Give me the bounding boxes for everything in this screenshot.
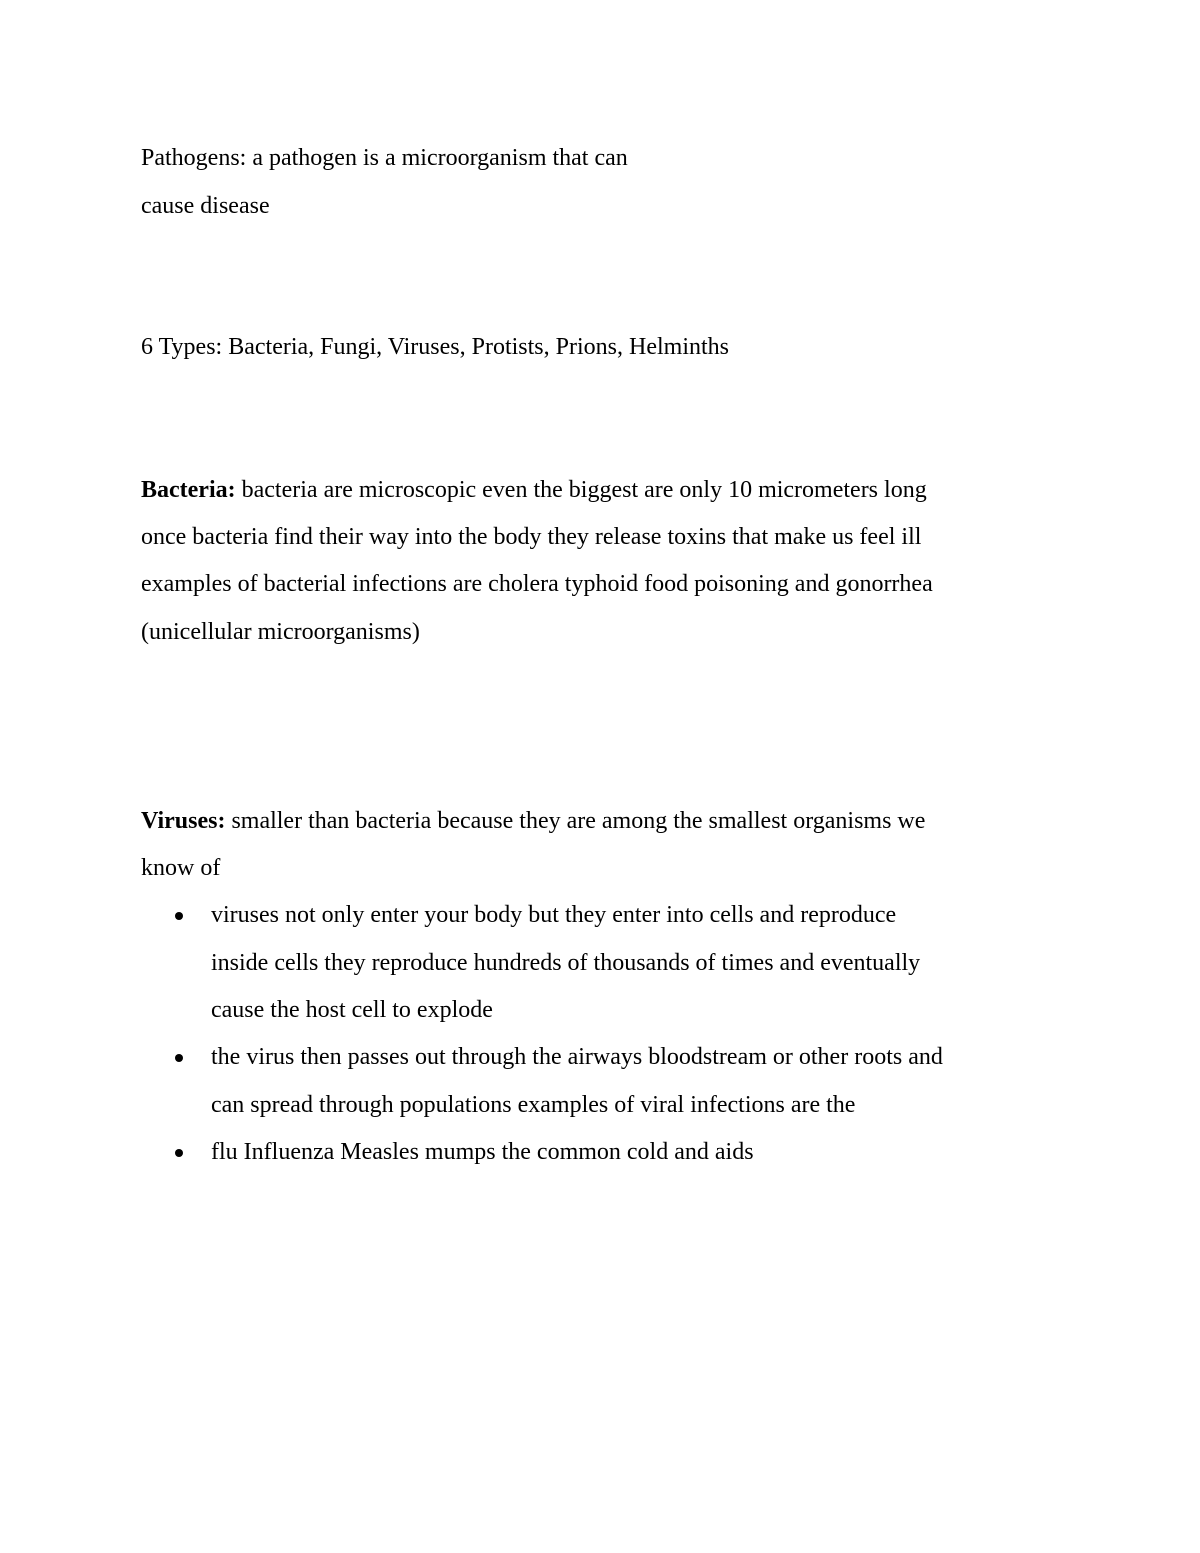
bullet-icon [175, 1054, 183, 1062]
bacteria-text-1: bacteria are microscopic even the biggest are only 10 micrometers long [235, 477, 927, 503]
bullet-1-line-1: viruses not only enter your body but they enter into cells and reproduce [211, 902, 897, 928]
bullet-1-line-3: cause the host cell to explode [211, 997, 493, 1023]
bullet-1-line-2: inside cells they reproduce hundreds of thousands of times and eventually [211, 950, 921, 976]
types-line: 6 Types: Bacteria, Fungi, Viruses, Protists, Prions, Helminths [141, 334, 729, 360]
bacteria-line-3: examples of bacterial infections are cholera typhoid food poisoning and gonorrhea [141, 571, 933, 597]
bullet-2-line-2: can spread through populations examples of viral infections are the [211, 1092, 856, 1118]
bacteria-line-2: once bacteria find their way into the body they release toxins that make us feel ill [141, 524, 922, 550]
bullet-icon [175, 912, 183, 920]
intro-line-1: Pathogens: a pathogen is a microorganism that can [141, 145, 628, 171]
bullet-3-line-1: flu Influenza Measles mumps the common cold and aids [211, 1139, 754, 1165]
bullet-2-line-1: the virus then passes out through the airways bloodstream or other roots and [211, 1044, 943, 1070]
bullet-icon [175, 1149, 183, 1157]
viruses-text-1: smaller than bacteria because they are among the smallest organisms we [225, 808, 926, 834]
intro-line-2: cause disease [141, 193, 270, 219]
bacteria-line-4: (unicellular microorganisms) [141, 619, 420, 645]
viruses-heading: Viruses: [141, 808, 226, 834]
viruses-line-1 [141, 806, 925, 836]
bacteria-line-1 [141, 475, 927, 505]
viruses-line-2: know of [141, 855, 221, 881]
bacteria-heading: Bacteria: [141, 477, 236, 503]
